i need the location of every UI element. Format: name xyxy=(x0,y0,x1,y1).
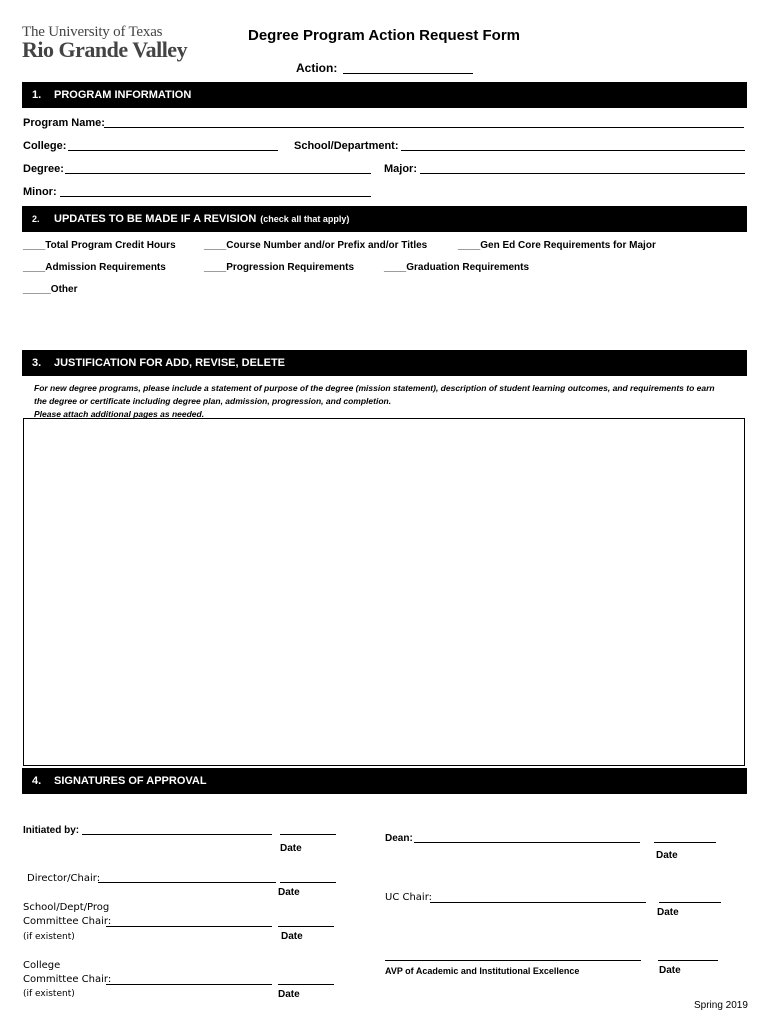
avp-date-field[interactable] xyxy=(658,960,718,961)
option-total-credit-hours[interactable]: ____Total Program Credit Hours xyxy=(23,240,176,251)
option-gen-ed-core[interactable]: ____Gen Ed Core Requirements for Major xyxy=(458,240,656,251)
college-field[interactable] xyxy=(68,150,278,151)
director-chair-label: Director/Chair: xyxy=(27,873,101,884)
minor-field[interactable] xyxy=(60,196,371,197)
school-committee-date-field[interactable] xyxy=(278,926,334,927)
option-progression-requirements[interactable]: ____Progression Requirements xyxy=(204,262,355,273)
instructions-line-1: For new degree programs, please include a statement of purpose of the degree (mission statement), description of student learning outcomes, and requirements to earn xyxy=(34,383,715,393)
college-committee-date-field[interactable] xyxy=(278,984,334,985)
college-committee-label-1: College xyxy=(23,960,61,971)
director-chair-date-field[interactable] xyxy=(280,882,336,883)
degree-field[interactable] xyxy=(65,173,371,174)
option-other[interactable]: _____Other xyxy=(23,284,78,295)
section-3-heading xyxy=(22,350,747,376)
uc-chair-label: UC Chair: xyxy=(385,892,433,903)
college-committee-signature-field[interactable] xyxy=(106,984,272,985)
section-2-heading xyxy=(22,206,747,232)
uc-chair-date-field[interactable] xyxy=(659,902,721,903)
avp-label: AVP of Academic and Institutional Excellence xyxy=(385,966,580,976)
school-committee-signature-field[interactable] xyxy=(106,926,272,927)
justification-text-area[interactable] xyxy=(23,418,745,766)
logo-line-1: The University of Texas xyxy=(22,24,163,40)
section-3-title: JUSTIFICATION FOR ADD, REVISE, DELETE xyxy=(54,357,286,369)
dean-signature-field[interactable] xyxy=(414,842,640,843)
dean-label: Dean: xyxy=(385,833,413,844)
dean-date-label: Date xyxy=(656,850,678,861)
uc-chair-date-label: Date xyxy=(657,907,679,918)
initiated-by-label: Initiated by: xyxy=(23,825,80,836)
school-committee-label-1: School/Dept/Prog xyxy=(23,902,110,913)
section-4-number: 4. xyxy=(32,775,42,787)
dean-date-field[interactable] xyxy=(654,842,716,843)
option-course-number-prefix-titles[interactable]: ____Course Number and/or Prefix and/or Titles xyxy=(204,240,428,251)
school-committee-label-2: Committee Chair: xyxy=(23,916,112,927)
college-label: College: xyxy=(23,140,67,152)
option-graduation-requirements[interactable]: ____Graduation Requirements xyxy=(384,262,530,273)
degree-label: Degree: xyxy=(23,163,64,175)
instructions-line-2: the degree or certificate including degree plan, admission, progression, and completion. xyxy=(34,396,392,406)
section-1-heading xyxy=(22,82,747,108)
major-field[interactable] xyxy=(420,173,745,174)
program-name-label: Program Name: xyxy=(23,117,105,129)
school-committee-date-label: Date xyxy=(281,931,303,942)
form-title: Degree Program Action Request Form xyxy=(248,27,520,44)
university-logo xyxy=(22,24,187,63)
school-committee-if-existent: (if existent) xyxy=(23,932,75,942)
section-4-title: SIGNATURES OF APPROVAL xyxy=(54,775,207,787)
college-committee-date-label: Date xyxy=(278,989,300,1000)
section-2-note: (check all that apply) xyxy=(260,214,350,224)
initiated-by-date-label: Date xyxy=(280,843,302,854)
avp-signature-field[interactable] xyxy=(385,960,641,961)
action-label: Action: xyxy=(296,61,338,75)
college-committee-if-existent: (if existent) xyxy=(23,989,75,999)
school-department-field[interactable] xyxy=(401,150,745,151)
footer-term: Spring 2019 xyxy=(694,1000,748,1011)
major-label: Major: xyxy=(384,163,417,175)
section-1-number: 1. xyxy=(32,89,42,101)
section-4-heading xyxy=(22,768,747,794)
section-2-title: UPDATES TO BE MADE IF A REVISION xyxy=(54,213,257,225)
action-field[interactable] xyxy=(343,73,473,74)
section-1-title: PROGRAM INFORMATION xyxy=(54,89,192,101)
program-name-field[interactable] xyxy=(104,127,744,128)
minor-label: Minor: xyxy=(23,186,57,198)
section-3-number: 3. xyxy=(32,357,42,369)
uc-chair-signature-field[interactable] xyxy=(430,902,646,903)
school-department-label: School/Department: xyxy=(294,140,399,152)
director-chair-date-label: Date xyxy=(278,887,300,898)
instructions-line-3: Please attach additional pages as needed. xyxy=(34,409,205,419)
option-admission-requirements[interactable]: ____Admission Requirements xyxy=(23,262,166,273)
section-2-number: 2. xyxy=(32,214,40,224)
initiated-by-signature-field[interactable] xyxy=(82,834,272,835)
avp-date-label: Date xyxy=(659,965,681,976)
initiated-by-date-field[interactable] xyxy=(280,834,336,835)
director-chair-signature-field[interactable] xyxy=(98,882,276,883)
logo-line-2: Rio Grande Valley xyxy=(22,37,188,62)
justification-instructions xyxy=(34,382,744,421)
college-committee-label-2: Committee Chair: xyxy=(23,974,112,985)
